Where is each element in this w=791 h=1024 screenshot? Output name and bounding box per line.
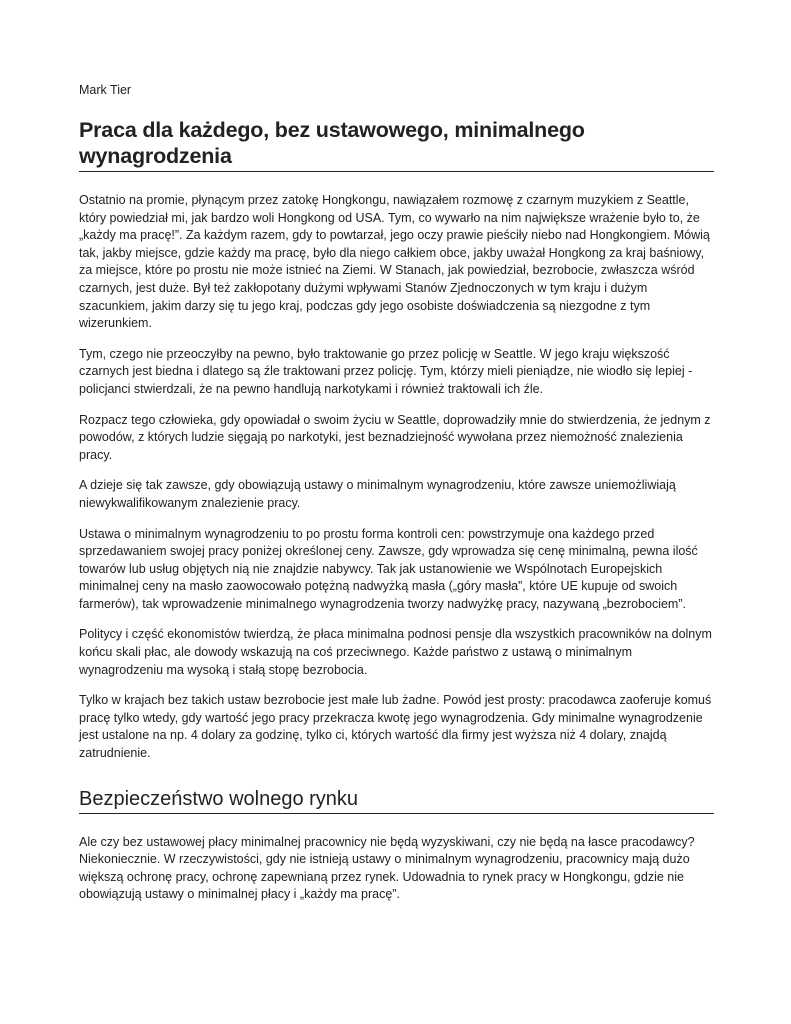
paragraph: Ostatnio na promie, płynącym przez zatokę Hongkongu, nawiązałem rozmowę z czarnym muzykiem z Seattle, który powiedział mi, jak bardzo woli Hongkong od USA. Tym, co wywarło na nim największe wrażenie było to, że „każdy ma pracę!”. Za każdym razem, gdy to powtarzał, jego oczy prawie pieściły niebo nad Hongkongiem. Mówią tak, jakby miejsce, gdzie każdy ma pracę, było dla niego całkiem obce, jakby uważał Hongkong za kraj baśniowy, za miejsce, które po prostu nie może istnieć na Ziemi. W Stanach, jak powiedział, bezrobocie, zwłaszcza wśród czarnych, jest duże. Był też zakłopotany dużymi wpływami Stanów Zjednoczonych w tym kraju i dużym szacunkiem, jakim darzy się tu jego kraj, podczas gdy jego osobiste doświadczenia są niezgodne z tym wizerunkiem. — [79, 193, 710, 331]
paragraph: Tylko w krajach bez takich ustaw bezrobocie jest małe lub żadne. Powód jest prosty: pracodawca zaoferuje komuś pracę tylko wtedy, gdy wartość jego pracy przekracza kwotę jego wynagrodzenia. Gdy minimalne wynagrodzenie jest ustalone na np. 4 dolary za godzinę, tylko ci, których wartość dla firmy jest wyższa niż 4 dolary, znajdą zatrudnienie. — [79, 693, 712, 761]
paragraph: Ustawa o minimalnym wynagrodzeniu to po prostu forma kontroli cen: powstrzymuje ona każdego przed sprzedawaniem swojej pracy poniżej określonej ceny. Zawsze, gdy wprowadza się cenę minimalną, pewna ilość towarów lub usług objętych nią nie znajdzie nabywcy. Tak jak ustanowienie we Wspólnotach Europejskich minimalnej ceny na masło zaowocowało potężną nadwyżką masła („góry masła”, które UE kupuje od swoich farmerów), tak wprowadzenie minimalnego wynagrodzenia tworzy nadwyżkę pracy, nazywaną „bezrobociem”. — [79, 526, 698, 611]
article-title: Praca dla każdego, bez ustawowego, minimalnego wynagrodzenia — [79, 117, 714, 172]
document-page — [79, 82, 714, 904]
paragraph: Rozpacz tego człowieka, gdy opowiadał o swoim życiu w Seattle, doprowadziły mnie do stwierdzenia, że jednym z powodów, z których ludzie sięgają po narkotyki, jest beznadziejność wywołana przez niemożność znalezienia pracy. — [79, 412, 711, 462]
section-heading: Bezpieczeństwo wolnego rynku — [79, 787, 714, 814]
paragraph: Ale czy bez ustawowej płacy minimalnej pracownicy nie będą wyzyskiwani, czy nie będą na łasce pracodawcy? Niekoniecznie. W rzeczywistości, gdy nie istnieją ustawy o minimalnym wynagrodzeniu, pracownicy mają dużo większą ochronę pracy, ochronę zapewnianą przez rynek. Udowadnia to rynek pracy w Hongkongu, gdzie nie obowiązują ustawy o minimalnej płacy i „każdy ma pracę”. — [79, 834, 695, 902]
paragraph: A dzieje się tak zawsze, gdy obowiązują ustawy o minimalnym wynagrodzeniu, które zawsze uniemożliwiają niewykwalifikowanym znalezienie pracy. — [79, 478, 676, 510]
paragraph: Tym, czego nie przeoczyłby na pewno, było traktowanie go przez policję w Seattle. W jego kraju większość czarnych jest biedna i dlatego są źle traktowani przez policję. Tym, którzy mieli pieniądze, nie wiodło się lepiej - policjanci stwierdzali, że na pewno handlują narkotykami i również traktowali ich źle. — [79, 346, 693, 396]
author-name: Mark Tier — [79, 83, 132, 97]
paragraph: Politycy i część ekonomistów twierdzą, że płaca minimalna podnosi pensje dla wszystkich pracowników na dolnym końcu skali płac, ale dowody wskazują na coś przeciwnego. Każde państwo z ustawą o minimalnym wynagrodzeniu ma wysoką i stałą stopę bezrobocia. — [79, 627, 712, 677]
